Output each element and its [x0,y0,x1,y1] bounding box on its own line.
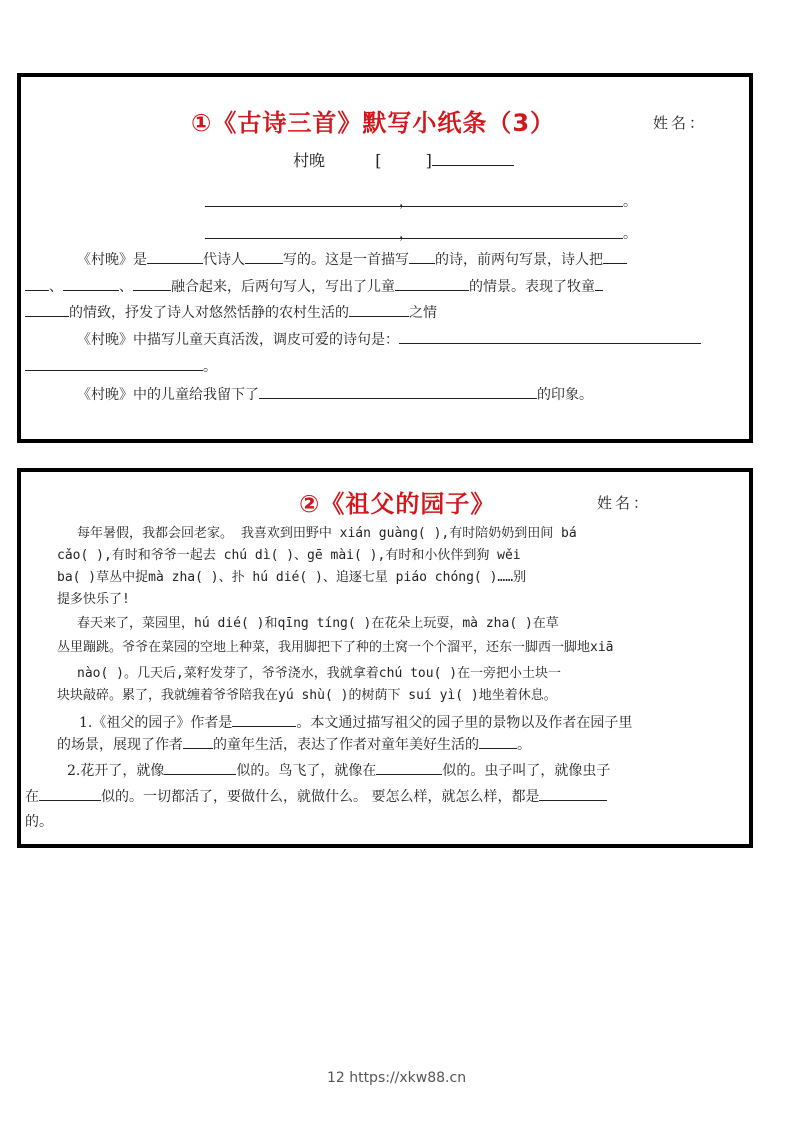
text: 、 [49,279,63,295]
worksheet-section-1 [17,73,753,443]
dynasty-blank[interactable] [147,249,203,264]
text: 的情致，抒发了诗人对悠然恬静的农村生活的 [69,305,349,321]
text: 似的。鸟飞了，就像在 [236,763,377,779]
poem-line-2-blank[interactable] [205,238,623,239]
q1-line-1 [77,249,627,270]
q1-line-2 [25,276,603,297]
section-1-title: ①《古诗三首》默写小纸条（3） [191,109,556,137]
author-blank[interactable] [232,712,296,727]
emotion-blank[interactable] [479,734,517,749]
q1-line-1 [79,712,632,733]
para2-line-2: 丛里蹦跳。爷爷在菜园的空地上种菜，我用脚把下了种的土窝一个个溜平，还东一脚西一脚地xiā [57,640,614,655]
scene-blank-1b[interactable] [25,276,49,291]
q1-line-2 [57,734,531,755]
scene-blank-2[interactable] [63,276,119,291]
q2-line-2 [25,356,217,377]
flower-blank[interactable] [164,760,236,775]
herdboy-blank-b[interactable] [25,302,69,317]
text: 融合起来，后两句写人，写出了儿童 [171,279,395,295]
text: 似的。一切都活了，要做什么，就做什么。 要怎么样，就怎么样，都是 [101,789,540,805]
text: 《村晚》中的儿童给我留下了 [77,387,259,403]
text: 的场景，展现了作者 [57,737,183,753]
section-2-title: ②《祖父的园子》 [299,490,496,518]
para2-line-4: 块块敲碎。累了，我就缠着爷爷陪我在yú shù( )的树荫下 suí yì( )地坐着休息。 [57,688,557,703]
text: 1.《祖父的园子》作者是 [79,715,233,731]
worksheet-section-2 [17,468,753,848]
text: 2.花开了，就像 [67,763,165,779]
childhood-blank[interactable] [183,734,213,749]
scene-blank-3[interactable] [133,276,171,291]
text: 《村晚》是 [77,252,147,268]
impression-blank[interactable] [259,384,537,399]
text: 《村晚》中描写儿童天真活泼，调皮可爱的诗句是： [77,332,399,348]
text: 的印象。 [537,387,593,403]
text: 。 [203,359,217,375]
para1-line-2: cǎo( ),有时和爷爷一起去 chú dì( )、gē mài( ),有时和小伙伴到狗 wěi [57,548,521,563]
poem-title: 村晚 [293,151,326,170]
poet-blank[interactable] [245,249,283,264]
scene-blank-1[interactable] [603,249,627,264]
text: 写的。这是一首描写 [283,252,409,268]
text: 在 [25,789,39,805]
text: 的诗，前两句写景，诗人把 [435,252,603,268]
comma: ， [399,194,413,210]
name-label: 姓名： [653,114,708,132]
free-blank[interactable] [539,786,607,801]
text: 之情 [409,305,437,321]
para2-line-1: 春天来了，菜园里，hú dié( )和qīng tíng( )在花朵上玩耍，mà zha( )在草 [77,616,559,631]
q3-line [77,384,593,405]
comma: ， [399,226,413,242]
theme-blank[interactable] [409,249,435,264]
q2-line-1 [77,329,701,350]
children-scene-blank[interactable] [395,276,469,291]
para1-line-1: 每年暑假，我都会回老家。 我喜欢到田野中 xián guàng( ),有时陪奶奶到田间 bá [77,526,577,541]
emotion-blank[interactable] [349,302,409,317]
herdboy-blank[interactable] [595,276,603,291]
bracket-open: [ [375,151,382,170]
para2-line-3: nào( )。几天后,菜籽发芽了，爷爷浇水，我就拿着chú tou( )在一旁把小土块一 [77,666,562,681]
bird-blank[interactable] [376,760,442,775]
verse-blank[interactable] [399,329,701,344]
text: 。 [517,737,531,753]
author-blank[interactable] [432,151,514,166]
text: 似的。虫子叫了，就像虫子 [442,763,611,779]
text: 的童年生活，表达了作者对童年美好生活的 [213,737,479,753]
period: 。 [623,226,637,242]
insect-blank[interactable] [39,786,101,801]
text: 、 [119,279,133,295]
period: 。 [623,194,637,210]
bracket-close: ] [425,151,432,170]
q2-line-1 [67,760,610,781]
text: 代诗人 [203,252,245,268]
page-footer: 12 https://xkw88.cn [326,1070,467,1086]
q2-line-2 [25,786,607,807]
verse-blank-b[interactable] [25,356,203,371]
text: 。本文通过描写祖父的园子里的景物以及作者在园子里 [296,715,633,731]
para1-line-4: 提多快乐了! [57,592,130,607]
text: 的情景。表现了牧童 [469,279,595,295]
poem-heading [293,151,514,171]
poem-line-1-blank[interactable] [205,206,623,207]
q2-line-3: 的。 [25,814,53,830]
name-label: 姓名： [597,494,652,512]
q1-line-3 [25,302,437,323]
para1-line-3: ba( )草丛中捉mà zha( )、扑 hú dié( )、追逐七星 piáo chóng( )……别 [57,570,527,585]
